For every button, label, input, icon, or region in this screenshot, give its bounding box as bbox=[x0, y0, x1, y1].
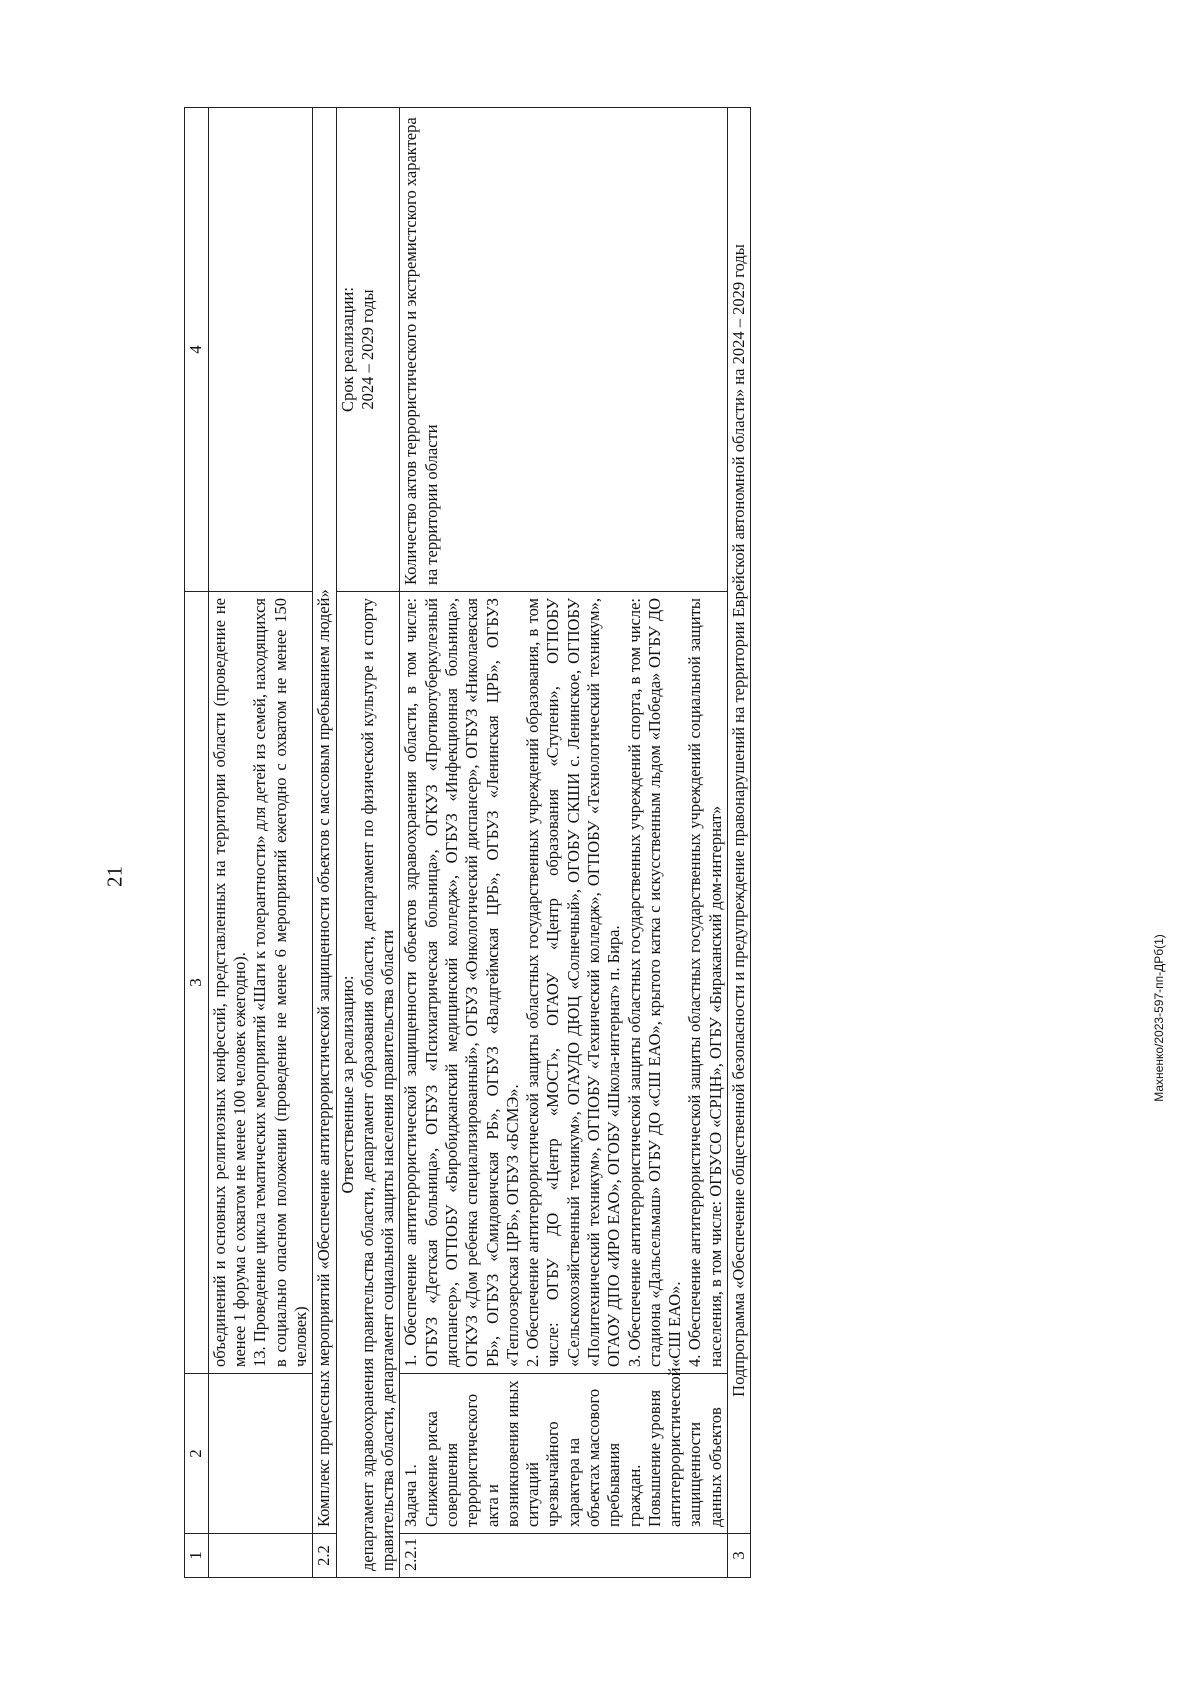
document-code: Махненко/2023-597-пп-ДРб(1) bbox=[1152, 934, 1166, 1102]
indicator-cell: Количество актов террористического и экстремистского характера на территории области bbox=[400, 108, 728, 592]
task-label: Задача 1. bbox=[401, 1464, 421, 1527]
measures-cell bbox=[400, 592, 728, 1374]
table-header-row bbox=[185, 108, 209, 1578]
term-value: 2024 – 2029 годы bbox=[357, 289, 377, 410]
header-col-2: 2 bbox=[185, 1374, 209, 1534]
program-table bbox=[184, 107, 751, 1578]
section-row-2-2 bbox=[313, 108, 336, 1578]
responsible-row bbox=[336, 108, 400, 1578]
task-number: 2.2.1 bbox=[400, 1534, 728, 1578]
term-cell bbox=[336, 108, 400, 592]
task-description-cell bbox=[400, 1367, 728, 1534]
section-title: Комплекс процессных мероприятий «Обеспечение антитеррористической защищенности объектов с массовым пребыванием людей» bbox=[313, 108, 336, 1534]
task-goal-1: Снижение риска совершения террористического акта и возникновения иных ситуаций чрезвычайного характера на объектах массового пребывания граждан. bbox=[421, 1380, 644, 1527]
subprogram-title: Подпрограмма «Обеспечение общественной безопасности и предупреждение правонарушений на территории Еврейской автономной области» на 2024 – 2029 годы bbox=[727, 108, 750, 1534]
measure-2-education: 2. Обеспечение антитеррористической защиты областных государственных учреждений образования, в том числе: ОГБУ ДО «Центр «МОСТ», ОГАОУ «Центр образования «Ступени», ОГПОБУ «Сельскохозяйственный техникум», ОГАУДО ДЮЦ «Солнечный», ОГОБУ СКШИ с. Ленинское, ОГПОБУ «Политехнический техникум», ОГПОБУ «Технический колледж», ОГПОБУ «Технологический техникум», ОГАОУ ДПО «ИРО ЕАО», ОГОБУ «Школа-интернат» п. Бира. bbox=[523, 598, 624, 1367]
responsible-heading: Ответственные за реализацию: bbox=[337, 975, 357, 1194]
task-row-2-2-1 bbox=[400, 108, 728, 1578]
section-number: 2.2 bbox=[313, 1534, 336, 1578]
section-number: 3 bbox=[727, 1534, 750, 1578]
section-row-3 bbox=[727, 108, 750, 1578]
term-label: Срок реализации: bbox=[337, 287, 357, 412]
measure-item-13: 13. Проведение цикла тематических мероприятий «Шаги к толерантности» для детей из семей, находящихся в социально опасном положении (проведение не менее 6 мероприятий ежегодно с охватом не менее 150 человек) bbox=[250, 598, 311, 1367]
header-col-1: 1 bbox=[185, 1534, 209, 1578]
measure-item-12-tail: объединений и основных религиозных конфессий, представленных на территории области (проведение не менее 1 форума с охватом не менее 100 человек ежегодно). bbox=[209, 598, 250, 1367]
rotated-table-area bbox=[184, 108, 1074, 1578]
header-col-3: 3 bbox=[185, 592, 209, 1374]
continuation-row bbox=[208, 108, 312, 1578]
continuation-measures-cell bbox=[208, 592, 312, 1374]
task-goal-2: Повышение уровня антитеррористической защищенности данных объектов bbox=[644, 1367, 725, 1527]
measure-1-healthcare: 1. Обеспечение антитеррористической защищенности объектов здравоохранения области, в том числе: ОГБУЗ «Детская больница», ОГБУЗ «Психиатрическая больница», ОГКУЗ «Противотуберкулезный диспансер», ОГПОБУ «Биробиджанский медицинский колледж», ОГБУЗ «Инфекционная больница», ОГКУЗ «Дом ребенка специализированный», ОГБУЗ «Онкологический диспансер», ОГБУЗ «Николаевская РБ», ОГБУЗ «Смидовичская РБ», ОГБУЗ «Валдгеймская ЦРБ», ОГБУЗ «Ленинская ЦРБ», ОГБУЗ «Теплоозерская ЦРБ», ОГБУЗ «БСМЭ». bbox=[401, 598, 522, 1367]
measure-4-social: 4. Обеспечение антитеррористической защиты областных государственных учреждений социальной защиты населения, в том числе: ОГБУСО «СРЦН», ОГБУ «Бираканский дом-интернат» bbox=[685, 598, 725, 1367]
page-number: 21 bbox=[102, 866, 127, 887]
responsible-cell bbox=[336, 592, 400, 1578]
responsible-text: департамент здравоохранения правительства области, департамент образования области, департамент по физической культуре и спорту правительства области, департамент социальной защиты населения правительства области bbox=[357, 598, 398, 1571]
header-col-4: 4 bbox=[185, 108, 209, 592]
measure-3-sport: 3. Обеспечение антитеррористической защиты областных государственных учреждений спорта, в том числе: стадиона «Дальсельмаш» ОГБУ ДО «СШ ЕАО», крытого катка с искусственным льдом «Победа» ОГБУ ДО «СШ ЕАО». bbox=[624, 598, 685, 1367]
